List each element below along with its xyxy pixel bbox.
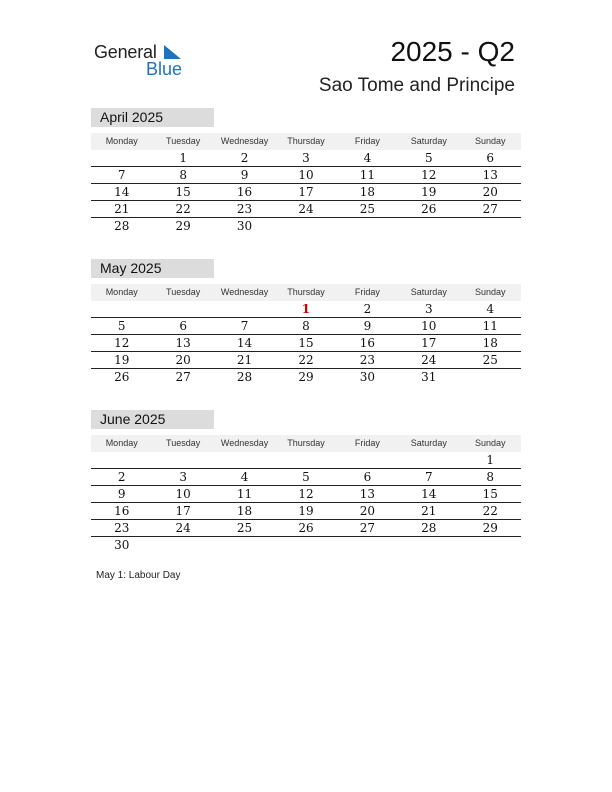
day-cell: 19 xyxy=(298,504,314,518)
day-cell: 15 xyxy=(482,487,498,501)
day-cell: 17 xyxy=(421,336,437,350)
weekday-label: Monday xyxy=(105,287,138,297)
weekday-header xyxy=(91,435,521,452)
weekday-label: Monday xyxy=(105,136,138,146)
day-cell: 27 xyxy=(482,202,498,216)
day-cell: 26 xyxy=(114,370,130,384)
day-cell: 4 xyxy=(363,151,372,165)
weekday-label: Thursday xyxy=(287,136,325,146)
day-cell: 6 xyxy=(179,319,187,333)
week-row xyxy=(91,150,521,167)
month-april xyxy=(91,108,521,234)
month-grid xyxy=(91,150,521,234)
month-grid xyxy=(91,301,521,385)
logo-text-general: General xyxy=(94,42,157,62)
day-cell xyxy=(337,218,398,234)
week-row xyxy=(91,369,521,385)
logo xyxy=(94,42,194,82)
day-cell: 29 xyxy=(175,219,191,233)
weekday-label: Sunday xyxy=(474,136,506,146)
day-cell: 22 xyxy=(298,353,314,367)
day-cell: 30 xyxy=(236,219,253,233)
day-cell: 7 xyxy=(117,168,126,182)
day-cell: 9 xyxy=(240,168,249,182)
weekday-label: Wednesday xyxy=(220,438,269,448)
day-cell xyxy=(460,218,521,234)
weekday-label: Thursday xyxy=(287,287,325,297)
day-cell: 9 xyxy=(363,319,372,333)
day-cell: 25 xyxy=(482,353,498,367)
day-cell: 13 xyxy=(482,168,498,182)
day-cell: 21 xyxy=(421,504,437,518)
day-cell: 10 xyxy=(175,487,191,501)
page-title: 2025 - Q2 xyxy=(390,36,515,67)
day-cell: 10 xyxy=(421,319,437,333)
week-row xyxy=(91,503,521,520)
weekday-label: Sunday xyxy=(474,438,506,448)
day-cell: 29 xyxy=(298,370,314,384)
day-cell: 25 xyxy=(359,202,376,216)
week-row xyxy=(91,218,521,234)
weekday-label: Sunday xyxy=(474,287,506,297)
day-cell: 12 xyxy=(114,336,130,350)
day-cell: 5 xyxy=(117,319,126,333)
weekday-label: Thursday xyxy=(287,438,325,448)
day-cell xyxy=(152,452,213,468)
day-cell xyxy=(214,537,275,553)
week-row xyxy=(91,537,521,553)
day-cell xyxy=(398,537,459,553)
day-cell: 1 xyxy=(486,453,495,467)
logo-triangle-icon xyxy=(162,44,182,60)
day-cell xyxy=(337,452,398,468)
day-cell xyxy=(275,218,336,234)
day-cell: 2 xyxy=(117,470,126,484)
day-cell: 2 xyxy=(363,302,372,316)
day-cell: 20 xyxy=(482,185,498,199)
day-cell: 8 xyxy=(302,319,310,333)
day-cell xyxy=(337,537,398,553)
day-cell: 21 xyxy=(114,202,130,216)
month-label: May 2025 xyxy=(91,259,214,278)
day-cell: 13 xyxy=(359,487,376,501)
weekday-label: Monday xyxy=(105,438,138,448)
day-cell: 21 xyxy=(236,353,253,367)
day-cell xyxy=(275,452,336,468)
day-cell xyxy=(275,537,336,553)
day-cell: 6 xyxy=(363,470,372,484)
weekday-header xyxy=(91,133,521,150)
day-cell: 16 xyxy=(114,504,130,518)
day-cell: 10 xyxy=(298,168,314,182)
day-cell: 29 xyxy=(482,521,498,535)
month-label: June 2025 xyxy=(91,410,214,429)
day-cell xyxy=(460,369,521,385)
day-cell: 17 xyxy=(298,185,314,199)
day-cell: 14 xyxy=(114,185,130,199)
week-row xyxy=(91,469,521,486)
month-grid xyxy=(91,452,521,553)
weekday-label: Tuesday xyxy=(166,438,201,448)
logo-text-blue: Blue xyxy=(146,59,183,79)
day-cell: 9 xyxy=(117,487,126,501)
day-cell: 3 xyxy=(302,151,310,165)
day-cell: 7 xyxy=(425,470,433,484)
day-cell: 16 xyxy=(359,336,376,350)
day-cell: 26 xyxy=(298,521,314,535)
day-cell: 18 xyxy=(482,336,498,350)
day-cell: 20 xyxy=(175,353,191,367)
week-row xyxy=(91,318,521,335)
day-cell xyxy=(460,537,521,553)
day-cell: 4 xyxy=(240,470,249,484)
day-cell xyxy=(152,301,213,317)
week-row xyxy=(91,201,521,218)
day-cell xyxy=(214,452,275,468)
day-cell: 27 xyxy=(175,370,191,384)
day-cell: 18 xyxy=(359,185,376,199)
weekday-label: Friday xyxy=(354,136,380,146)
weekday-label: Saturday xyxy=(410,136,447,146)
day-cell: 30 xyxy=(114,538,130,552)
country-name: Sao Tome and Principe xyxy=(318,75,515,96)
weekday-label: Tuesday xyxy=(166,136,201,146)
week-row xyxy=(91,486,521,503)
week-row xyxy=(91,520,521,537)
day-cell: 5 xyxy=(302,470,310,484)
day-cell xyxy=(152,537,213,553)
day-cell: 8 xyxy=(486,470,495,484)
day-cell: 7 xyxy=(240,319,249,333)
weekday-label: Tuesday xyxy=(166,287,201,297)
day-cell: 13 xyxy=(175,336,191,350)
day-cell: 8 xyxy=(179,168,187,182)
day-cell: 24 xyxy=(175,521,191,535)
day-cell: 28 xyxy=(421,521,437,535)
day-cell: 3 xyxy=(179,470,187,484)
day-cell: 23 xyxy=(359,353,376,367)
day-cell: 14 xyxy=(421,487,437,501)
day-cell: 23 xyxy=(114,521,130,535)
day-cell xyxy=(398,218,459,234)
day-cell: 3 xyxy=(425,302,433,316)
day-cell: 24 xyxy=(298,202,314,216)
weekday-label: Wednesday xyxy=(220,136,269,146)
day-cell: 16 xyxy=(236,185,253,199)
day-cell: 12 xyxy=(421,168,437,182)
day-cell: 23 xyxy=(236,202,253,216)
day-cell: 1 xyxy=(179,151,187,165)
day-cell: 27 xyxy=(359,521,376,535)
day-cell: 11 xyxy=(482,319,498,333)
weekday-label: Friday xyxy=(354,438,380,448)
day-cell: 15 xyxy=(298,336,314,350)
day-cell: 11 xyxy=(359,168,376,182)
day-cell: 19 xyxy=(114,353,130,367)
day-cell: 28 xyxy=(236,370,253,384)
day-cell: 26 xyxy=(421,202,437,216)
day-cell: 4 xyxy=(486,302,495,316)
weekday-header xyxy=(91,284,521,301)
day-cell: 6 xyxy=(486,151,495,165)
day-cell: 30 xyxy=(359,370,376,384)
month-label: April 2025 xyxy=(91,108,214,127)
day-cell: 5 xyxy=(425,151,433,165)
week-row xyxy=(91,352,521,369)
day-cell: 14 xyxy=(236,336,253,350)
day-cell: 24 xyxy=(421,353,437,367)
weekday-label: Wednesday xyxy=(220,287,269,297)
month-may xyxy=(91,259,521,385)
week-row xyxy=(91,335,521,352)
week-row xyxy=(91,452,521,469)
day-cell: 22 xyxy=(175,202,191,216)
week-row xyxy=(91,301,521,318)
day-cell: 12 xyxy=(298,487,314,501)
day-cell: 11 xyxy=(236,487,253,501)
weekday-label: Saturday xyxy=(410,287,447,297)
weekday-label: Saturday xyxy=(410,438,447,448)
month-june xyxy=(91,410,521,553)
day-cell: 31 xyxy=(421,370,437,384)
day-cell xyxy=(91,150,152,166)
holiday-day-cell: 1 xyxy=(301,302,311,316)
weekday-label: Friday xyxy=(354,287,380,297)
day-cell: 2 xyxy=(240,151,249,165)
day-cell: 17 xyxy=(175,504,191,518)
week-row xyxy=(91,184,521,201)
day-cell xyxy=(91,301,152,317)
day-cell: 28 xyxy=(114,219,130,233)
day-cell: 15 xyxy=(175,185,191,199)
day-cell: 20 xyxy=(359,504,376,518)
day-cell xyxy=(398,452,459,468)
day-cell xyxy=(214,301,275,317)
week-row xyxy=(91,167,521,184)
day-cell xyxy=(91,452,152,468)
day-cell: 19 xyxy=(421,185,437,199)
holiday-note: May 1: Labour Day xyxy=(96,570,181,581)
day-cell: 22 xyxy=(482,504,498,518)
day-cell: 18 xyxy=(236,504,253,518)
day-cell: 25 xyxy=(236,521,253,535)
